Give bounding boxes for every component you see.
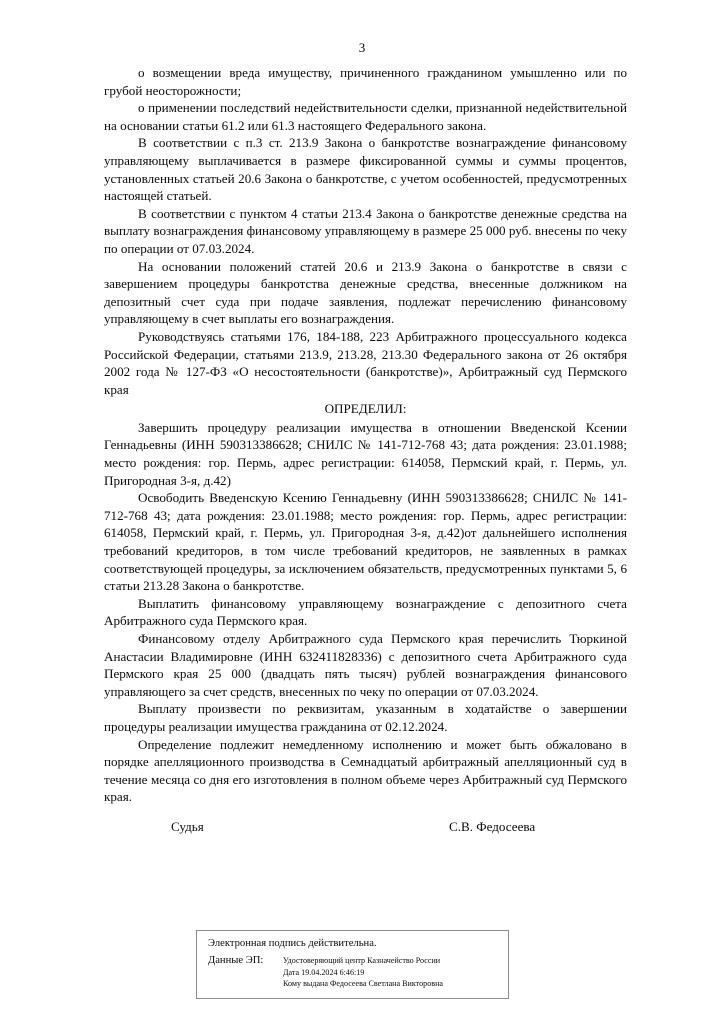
judge-name: С.В. Федосеева: [449, 819, 536, 834]
paragraph-legal-basis: Руководствуясь статьями 176, 184-188, 223 Арбитражного процессуального кодекса Российской Федерации, статьями 213.9, 213.28, 213.30 Федерального закона от 26 октября 2002 года № 127-ФЗ «О несостоятельности (банкротстве)», Арбитражный суд Пермского края: [104, 328, 627, 397]
paragraph-deposit-transfer: На основании положений статей 20.6 и 213.9 Закона о банкротстве в связи с завершением процедуры банкротства денежные средства, внесенные должником на депозитный счет суда при подаче заявления, подлежат перечислению финансовому управляющему в счет выплаты его вознаграждения.: [104, 258, 627, 327]
judge-role-label: Судья: [171, 819, 204, 834]
paragraph-payment-details: Выплату произвести по реквизитам, указанным в ходатайстве о завершении процедуры реализации имущества гражданина от 02.12.2024.: [104, 701, 627, 734]
ruling-heading: ОПРЕДЕЛИЛ:: [324, 401, 407, 417]
paragraph-invalidity-consequences: о применении последствий недействительности сделки, признанной недействительной на основании статьи 61.2 или 61.3 настоящего Федерального закона.: [104, 100, 627, 133]
signature-date: Дата 19.04.2024 6:46:19: [283, 967, 365, 977]
paragraph-finance-department: Финансовому отделу Арбитражного суда Пермского края перечислить Тюркиной Анастасии Владимировне (ИНН 632411828336) с депозитного счета Арбитражного суда Пермского края 25 000 (двадцать пять тысяч) рублей вознаграждения финансового управляющего за счет средств, внесенных по чеку по операции от 07.03.2024.: [104, 631, 627, 699]
electronic-signature-data-label: Данные ЭП:: [208, 955, 264, 966]
electronic-signature-details: [283, 955, 443, 990]
paragraph-pay-manager: Выплатить финансовому управляющему вознаграждение с депозитного счета Арбитражного суда Пермского края.: [104, 595, 627, 629]
paragraph-complete-procedure: Завершить процедуру реализации имущества в отношении Введенской Ксении Геннадьевны (ИНН 590313386628; СНИЛС № 141-712-768 43; дата рождения: 23.01.1988; место рождения: гор. Пермь, адрес регистрации: 614058, Пермский край, г. Пермь, ул. Пригородная 3-я, д.42): [104, 419, 627, 488]
paragraph-article-213-9: В соответствии с п.3 ст. 213.9 Закона о банкротстве вознаграждение финансовому управляющему выплачивается в размере фиксированной суммы и суммы процентов, установленных статьей 20.6 Закона о банкротстве, с учетом особенностей, предусмотренных настоящей статьей.: [104, 135, 627, 204]
page-number: 3: [358, 40, 366, 55]
electronic-signature-title: Электронная подпись действительна.: [208, 938, 377, 949]
certificate-authority: Удостоверяющий центр Казначейство России: [283, 956, 441, 965]
paragraph-article-213-4: В соответствии с пунктом 4 статьи 213.4 Закона о банкротстве денежные средства на выплату вознаграждения финансовому управляющему в размере 25 000 руб. внесены по чеку по операции от 07.03.2024.: [104, 205, 627, 256]
electronic-signature-box: [196, 930, 509, 999]
paragraph-release-obligations: Освободить Введенскую Ксению Геннадьевну (ИНН 590313386628; СНИЛС № 141-712-768 43; дата рождения: 23.01.1988; место рождения: гор. Пермь, адрес регистрации: 614058, Пермский край, г. Пермь, ул. Пригородная 3-я, д.42)от дальнейшего исполнения требований кредиторов, в том числе требований кредиторов, не заявленных в рамках соответствующей процедуры, за исключением обязательств, предусмотренных пунктами 5, 6 статьи 213.28 Закона о банкротстве.: [104, 490, 627, 594]
paragraph-damage-compensation: о возмещении вреда имуществу, причиненного гражданином умышленно или по грубой неосторожности;: [104, 65, 627, 98]
signature-issued-to: Кому выдана Федосеева Светлана Викторовна: [283, 979, 444, 989]
paragraph-appeal-procedure: Определение подлежит немедленному исполнению и может быть обжаловано в порядке апелляционного производства в Семнадцатый арбитражный апелляционный суд в течение месяца со дня его изготовления в полном объеме через Арбитражный суд Пермского края.: [104, 736, 627, 805]
document-body: [104, 64, 627, 806]
